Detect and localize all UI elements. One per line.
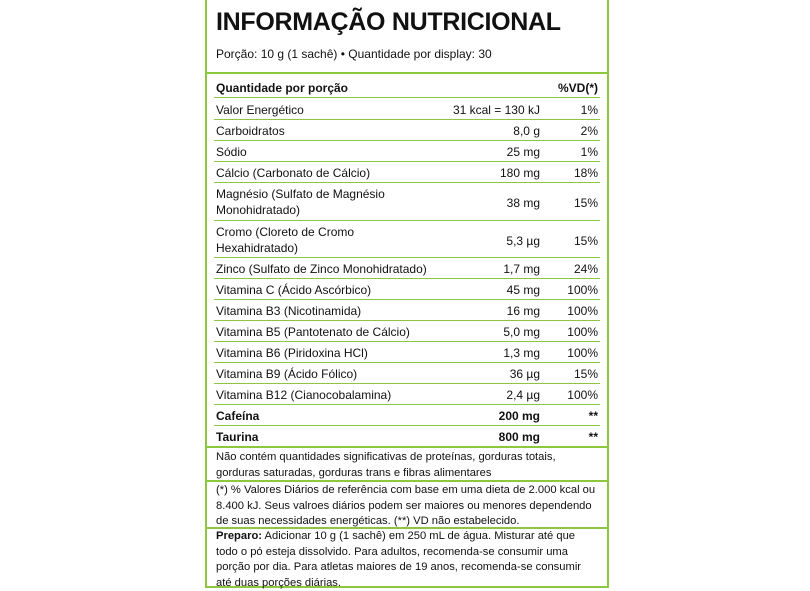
row-vd: **: [588, 430, 598, 444]
row-name: Vitamina B3 (Nicotinamida): [216, 304, 362, 318]
row-divider: [214, 182, 600, 183]
row-divider: [214, 341, 600, 342]
note-not-significant: Não contém quantidades significativas de proteínas, gorduras totais, gorduras saturadas, gorduras trans e fibras alimentares: [216, 451, 556, 479]
row-amount: 38 mg: [506, 196, 540, 210]
row-name-line2: Hexahidratado): [216, 241, 299, 255]
row-vd: 100%: [567, 304, 598, 318]
row-amount: 1,7 mg: [503, 262, 540, 276]
row-divider: [214, 404, 600, 405]
row-divider: [214, 140, 600, 141]
table-row: [216, 224, 598, 258]
row-amount: 1,3 mg: [503, 346, 540, 360]
row-divider: [214, 278, 600, 279]
row-vd: 15%: [573, 234, 598, 248]
row-name: Cafeína: [216, 409, 260, 423]
row-divider: [214, 220, 600, 221]
nutrition-label: [205, 0, 609, 588]
row-name-line2: Monohidratado): [216, 203, 301, 217]
row-vd: 100%: [567, 283, 598, 297]
row-divider: [214, 257, 600, 258]
row-name: [216, 224, 354, 256]
row-amount: 36 µg: [509, 367, 540, 381]
row-amount: 5,3 µg: [506, 234, 540, 248]
header-vd: %VD(*): [557, 81, 598, 95]
row-vd: 100%: [567, 388, 598, 402]
row-amount: 800 mg: [498, 430, 540, 444]
row-divider: [214, 119, 600, 120]
row-amount: 180 mg: [499, 166, 540, 180]
note-daily-values: (*) % Valores Diários de referência com base em uma dieta de 2.000 kcal ou 8.400 kJ. Seus valroes diários podem ser maiores ou menores dependendo de suas necessidades energéticas. (**) VD não estabelecido.: [216, 484, 596, 527]
row-name: Cálcio (Carbonato de Cálcio): [216, 166, 371, 180]
row-name: Sódio: [216, 145, 247, 159]
row-divider: [214, 161, 600, 162]
row-divider: [214, 425, 600, 426]
row-amount: 45 mg: [506, 283, 540, 297]
row-vd: 24%: [573, 262, 598, 276]
row-vd: 15%: [573, 196, 598, 210]
row-name-line1: Cromo (Cloreto de Cromo: [216, 225, 355, 239]
row-amount: 25 mg: [506, 145, 540, 159]
row-name: [216, 186, 385, 218]
table-row: [216, 186, 598, 220]
row-name: Vitamina B9 (Ácido Fólico): [216, 367, 358, 381]
row-name: Vitamina B12 (Cianocobalamina): [216, 388, 392, 402]
label-title: INFORMAÇÃO NUTRICIONAL: [216, 8, 561, 36]
row-divider: [214, 362, 600, 363]
row-name: Taurina: [216, 430, 259, 444]
row-vd: 1%: [580, 103, 598, 117]
row-divider: [214, 383, 600, 384]
row-vd: 100%: [567, 346, 598, 360]
row-name: Vitamina B5 (Pantotenato de Cálcio): [216, 325, 410, 339]
row-divider: [214, 299, 600, 300]
row-name: Carboidratos: [216, 124, 285, 138]
row-amount: 5,0 mg: [503, 325, 540, 339]
preparation-label: Preparo:: [216, 530, 263, 542]
preparation-text: [216, 529, 596, 591]
row-name-line1: Magnésio (Sulfato de Magnésio: [216, 187, 385, 201]
row-vd: 15%: [573, 367, 598, 381]
portion-info: Porção: 10 g (1 sachê) • Quantidade por display: 30: [216, 47, 492, 61]
preparation-body: Adicionar 10 g (1 sachê) em 250 mL de água. Misturar até que todo o pó esteja dissolvido. Para adultos, recomenda-se consumir uma porção por dia. Para atletas maiores de 19 anos, recomenda-se consumir até duas porções diárias.: [216, 530, 582, 589]
row-vd: 2%: [580, 124, 598, 138]
row-name: Vitamina B6 (Piridoxina HCl): [216, 346, 368, 360]
row-name: Zinco (Sulfato de Zinco Monohidratado): [216, 262, 427, 276]
row-amount: 2,4 µg: [506, 388, 540, 402]
row-vd: 100%: [567, 325, 598, 339]
row-amount: 31 kcal = 130 kJ: [452, 103, 540, 117]
row-vd: **: [588, 409, 598, 423]
row-divider: [214, 97, 600, 98]
row-name: Valor Energético: [216, 103, 304, 117]
row-vd: 18%: [573, 166, 598, 180]
divider: [207, 72, 607, 74]
divider: [207, 446, 607, 448]
row-name: Vitamina C (Ácido Ascórbico): [216, 283, 372, 297]
row-amount: 16 mg: [506, 304, 540, 318]
row-divider: [214, 320, 600, 321]
row-vd: 1%: [580, 145, 598, 159]
divider: [207, 480, 607, 482]
header-quantity: Quantidade por porção: [216, 81, 349, 95]
row-amount: 200 mg: [498, 409, 540, 423]
row-amount: 8,0 g: [513, 124, 540, 138]
